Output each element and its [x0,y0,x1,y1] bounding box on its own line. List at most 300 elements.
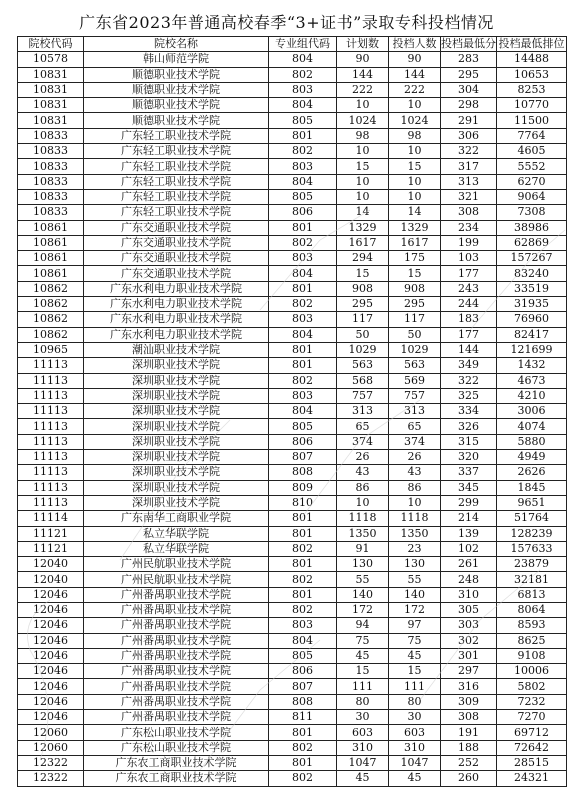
cell-group-code: 805 [269,419,337,434]
cell-admitted-count: 563 [389,358,441,373]
table-row [18,541,567,556]
cell-min-rank: 8625 [497,633,567,648]
cell-school-code: 10862 [18,312,84,327]
cell-admitted-count: 90 [389,52,441,67]
header-group-code: 专业组代码 [269,37,337,52]
cell-admitted-count: 1024 [389,113,441,128]
cell-group-code: 804 [269,327,337,342]
cell-admitted-count: 111 [389,679,441,694]
table-row [18,526,567,541]
cell-school-name: 深圳职业技术学院 [84,358,269,373]
cell-min-score: 295 [441,67,497,82]
cell-group-code: 801 [269,358,337,373]
cell-min-score: 303 [441,618,497,633]
cell-school-code: 12040 [18,557,84,572]
cell-school-name: 深圳职业技术学院 [84,388,269,403]
cell-group-code: 811 [269,710,337,725]
cell-min-rank: 23879 [497,557,567,572]
cell-min-rank: 6270 [497,174,567,189]
cell-min-rank: 5802 [497,679,567,694]
cell-group-code: 803 [269,312,337,327]
cell-min-rank: 4605 [497,144,567,159]
cell-min-score: 316 [441,679,497,694]
cell-min-score: 337 [441,465,497,480]
cell-min-score: 214 [441,511,497,526]
cell-admitted-count: 14 [389,205,441,220]
cell-admitted-count: 97 [389,618,441,633]
cell-min-rank: 7270 [497,710,567,725]
cell-school-code: 10862 [18,327,84,342]
cell-min-score: 308 [441,710,497,725]
cell-admitted-count: 1329 [389,220,441,235]
cell-min-rank: 8064 [497,602,567,617]
cell-school-code: 11113 [18,450,84,465]
cell-school-name: 广州番禺职业技术学院 [84,694,269,709]
cell-plan-count: 15 [337,266,389,281]
cell-min-score: 325 [441,388,497,403]
cell-school-name: 顺德职业技术学院 [84,67,269,82]
cell-plan-count: 568 [337,373,389,388]
cell-min-rank: 82417 [497,327,567,342]
table-row [18,235,567,250]
cell-group-code: 801 [269,511,337,526]
cell-school-name: 深圳职业技术学院 [84,450,269,465]
cell-school-code: 10965 [18,342,84,357]
cell-school-code: 11113 [18,419,84,434]
cell-school-code: 11113 [18,358,84,373]
cell-admitted-count: 1617 [389,235,441,250]
cell-plan-count: 222 [337,82,389,97]
cell-min-score: 183 [441,312,497,327]
cell-school-code: 12060 [18,725,84,740]
cell-admitted-count: 313 [389,404,441,419]
cell-group-code: 803 [269,388,337,403]
cell-admitted-count: 55 [389,572,441,587]
cell-school-name: 广州民航职业技术学院 [84,557,269,572]
table-row [18,694,567,709]
cell-school-code: 11113 [18,465,84,480]
cell-min-score: 191 [441,725,497,740]
cell-school-name: 广州番禺职业技术学院 [84,679,269,694]
cell-school-code: 12046 [18,710,84,725]
cell-group-code: 801 [269,342,337,357]
table-row [18,465,567,480]
cell-group-code: 804 [269,266,337,281]
cell-min-rank: 14488 [497,52,567,67]
cell-school-code: 10833 [18,189,84,204]
table-row [18,450,567,465]
cell-admitted-count: 86 [389,480,441,495]
cell-school-name: 广州番禺职业技术学院 [84,618,269,633]
table-row [18,511,567,526]
cell-min-rank: 51764 [497,511,567,526]
cell-group-code: 801 [269,526,337,541]
cell-school-name: 深圳职业技术学院 [84,404,269,419]
cell-school-name: 广东松山职业技术学院 [84,725,269,740]
cell-school-code: 11121 [18,526,84,541]
cell-school-name: 潮汕职业技术学院 [84,342,269,357]
cell-group-code: 806 [269,434,337,449]
cell-school-name: 顺德职业技术学院 [84,113,269,128]
cell-admitted-count: 140 [389,587,441,602]
cell-group-code: 807 [269,679,337,694]
cell-group-code: 804 [269,404,337,419]
cell-min-score: 139 [441,526,497,541]
cell-min-rank: 62869 [497,235,567,250]
table-row [18,388,567,403]
cell-min-score: 298 [441,98,497,113]
table-row [18,602,567,617]
cell-min-score: 188 [441,740,497,755]
cell-school-name: 顺德职业技术学院 [84,82,269,97]
table-header-row [18,37,567,52]
table-row [18,740,567,755]
cell-min-rank: 8253 [497,82,567,97]
cell-min-rank: 38986 [497,220,567,235]
cell-plan-count: 294 [337,251,389,266]
cell-plan-count: 1617 [337,235,389,250]
cell-school-name: 广东轻工职业技术学院 [84,205,269,220]
cell-group-code: 803 [269,159,337,174]
cell-plan-count: 1118 [337,511,389,526]
cell-school-name: 深圳职业技术学院 [84,495,269,510]
cell-admitted-count: 172 [389,602,441,617]
table-row [18,679,567,694]
cell-school-name: 广东轻工职业技术学院 [84,159,269,174]
cell-admitted-count: 15 [389,664,441,679]
cell-group-code: 804 [269,633,337,648]
cell-group-code: 802 [269,602,337,617]
cell-min-rank: 72642 [497,740,567,755]
cell-school-name: 广东交通职业技术学院 [84,251,269,266]
cell-plan-count: 45 [337,648,389,663]
cell-school-code: 10831 [18,98,84,113]
cell-school-name: 广东交通职业技术学院 [84,266,269,281]
cell-school-code: 10861 [18,220,84,235]
cell-min-rank: 9651 [497,495,567,510]
cell-school-code: 12322 [18,755,84,770]
cell-plan-count: 1350 [337,526,389,541]
cell-plan-count: 130 [337,557,389,572]
cell-min-score: 297 [441,664,497,679]
table-row [18,113,567,128]
cell-min-rank: 4074 [497,419,567,434]
cell-min-rank: 10653 [497,67,567,82]
cell-group-code: 801 [269,220,337,235]
cell-min-score: 299 [441,495,497,510]
cell-admitted-count: 175 [389,251,441,266]
cell-min-score: 261 [441,557,497,572]
cell-group-code: 801 [269,128,337,143]
cell-min-score: 283 [441,52,497,67]
cell-school-name: 广州番禺职业技术学院 [84,633,269,648]
cell-group-code: 802 [269,373,337,388]
cell-min-score: 144 [441,342,497,357]
cell-min-score: 308 [441,205,497,220]
cell-group-code: 806 [269,205,337,220]
cell-min-score: 334 [441,404,497,419]
cell-min-rank: 121699 [497,342,567,357]
cell-plan-count: 65 [337,419,389,434]
cell-school-name: 广州番禺职业技术学院 [84,587,269,602]
cell-school-name: 广东水利电力职业技术学院 [84,327,269,342]
cell-min-rank: 11500 [497,113,567,128]
cell-plan-count: 1329 [337,220,389,235]
cell-plan-count: 15 [337,159,389,174]
cell-group-code: 801 [269,587,337,602]
cell-school-name: 广州番禺职业技术学院 [84,664,269,679]
cell-group-code: 805 [269,113,337,128]
cell-school-code: 10831 [18,113,84,128]
cell-group-code: 802 [269,144,337,159]
cell-min-rank: 7232 [497,694,567,709]
cell-admitted-count: 603 [389,725,441,740]
cell-plan-count: 563 [337,358,389,373]
cell-admitted-count: 50 [389,327,441,342]
table-row [18,710,567,725]
cell-school-name: 广东轻工职业技术学院 [84,144,269,159]
table-row [18,251,567,266]
cell-plan-count: 10 [337,174,389,189]
cell-min-rank: 4673 [497,373,567,388]
cell-plan-count: 30 [337,710,389,725]
cell-group-code: 801 [269,725,337,740]
cell-school-code: 10862 [18,297,84,312]
cell-plan-count: 117 [337,312,389,327]
cell-admitted-count: 65 [389,419,441,434]
cell-min-rank: 5552 [497,159,567,174]
cell-school-name: 深圳职业技术学院 [84,480,269,495]
cell-school-code: 11121 [18,541,84,556]
cell-school-code: 12046 [18,633,84,648]
cell-school-code: 10831 [18,82,84,97]
cell-school-code: 11113 [18,388,84,403]
table-row [18,128,567,143]
table-row [18,725,567,740]
cell-min-score: 248 [441,572,497,587]
cell-min-score: 321 [441,189,497,204]
cell-plan-count: 144 [337,67,389,82]
table-row [18,189,567,204]
cell-min-score: 177 [441,327,497,342]
cell-group-code: 802 [269,771,337,786]
header-school-code: 院校代码 [18,37,84,52]
cell-min-rank: 31935 [497,297,567,312]
cell-min-score: 252 [441,755,497,770]
cell-group-code: 801 [269,755,337,770]
cell-min-score: 306 [441,128,497,143]
cell-school-code: 12046 [18,618,84,633]
cell-min-score: 260 [441,771,497,786]
cell-plan-count: 15 [337,664,389,679]
cell-min-score: 302 [441,633,497,648]
cell-min-score: 322 [441,144,497,159]
cell-school-name: 广州番禺职业技术学院 [84,602,269,617]
cell-plan-count: 603 [337,725,389,740]
cell-plan-count: 75 [337,633,389,648]
cell-admitted-count: 130 [389,557,441,572]
table-row [18,755,567,770]
cell-admitted-count: 15 [389,266,441,281]
table-row [18,342,567,357]
cell-school-name: 私立华联学院 [84,526,269,541]
cell-school-code: 11113 [18,404,84,419]
cell-school-code: 10861 [18,266,84,281]
cell-admitted-count: 310 [389,740,441,755]
cell-school-code: 10831 [18,67,84,82]
cell-plan-count: 10 [337,189,389,204]
cell-min-rank: 4949 [497,450,567,465]
cell-plan-count: 45 [337,771,389,786]
cell-school-code: 12046 [18,602,84,617]
cell-school-code: 11113 [18,373,84,388]
cell-admitted-count: 222 [389,82,441,97]
cell-plan-count: 111 [337,679,389,694]
cell-school-name: 广东轻工职业技术学院 [84,189,269,204]
table-row [18,327,567,342]
cell-group-code: 801 [269,281,337,296]
cell-min-score: 310 [441,587,497,602]
cell-plan-count: 1029 [337,342,389,357]
table-row [18,480,567,495]
cell-group-code: 802 [269,572,337,587]
cell-school-code: 12040 [18,572,84,587]
cell-school-code: 11114 [18,511,84,526]
cell-min-score: 313 [441,174,497,189]
cell-min-score: 305 [441,602,497,617]
table-row [18,373,567,388]
table-body [18,52,567,786]
cell-group-code: 802 [269,541,337,556]
cell-school-name: 深圳职业技术学院 [84,465,269,480]
header-admitted-count: 投档人数 [389,37,441,52]
cell-plan-count: 50 [337,327,389,342]
table-row [18,82,567,97]
table-row [18,572,567,587]
cell-school-code: 10833 [18,174,84,189]
cell-min-rank: 1432 [497,358,567,373]
table-row [18,98,567,113]
cell-min-score: 244 [441,297,497,312]
cell-min-rank: 10006 [497,664,567,679]
table-row [18,434,567,449]
cell-plan-count: 86 [337,480,389,495]
cell-school-name: 深圳职业技术学院 [84,419,269,434]
cell-min-rank: 83240 [497,266,567,281]
cell-school-code: 12046 [18,587,84,602]
header-min-score: 投档最低分 [441,37,496,51]
cell-school-code: 10833 [18,159,84,174]
cell-school-code: 10833 [18,205,84,220]
page-title: 广东省2023年普通高校春季“3+证书”录取专科投档情况 [79,13,494,32]
cell-min-rank: 6813 [497,587,567,602]
cell-school-name: 广州民航职业技术学院 [84,572,269,587]
cell-group-code: 808 [269,465,337,480]
table-row [18,419,567,434]
cell-admitted-count: 98 [389,128,441,143]
cell-plan-count: 10 [337,144,389,159]
cell-school-name: 广东轻工职业技术学院 [84,128,269,143]
cell-min-rank: 7764 [497,128,567,143]
cell-min-rank: 24321 [497,771,567,786]
cell-min-rank: 157633 [497,541,567,556]
cell-group-code: 807 [269,450,337,465]
cell-min-rank: 3006 [497,404,567,419]
table-row [18,67,567,82]
cell-school-name: 顺德职业技术学院 [84,98,269,113]
cell-school-code: 11113 [18,480,84,495]
cell-school-code: 10833 [18,128,84,143]
cell-plan-count: 374 [337,434,389,449]
cell-school-code: 10833 [18,144,84,159]
cell-school-code: 11113 [18,495,84,510]
cell-min-rank: 10770 [497,98,567,113]
table-row [18,664,567,679]
cell-group-code: 804 [269,98,337,113]
cell-admitted-count: 26 [389,450,441,465]
cell-min-score: 322 [441,373,497,388]
cell-admitted-count: 15 [389,159,441,174]
cell-admitted-count: 10 [389,144,441,159]
cell-min-rank: 2626 [497,465,567,480]
cell-min-score: 301 [441,648,497,663]
cell-admitted-count: 43 [389,465,441,480]
cell-admitted-count: 569 [389,373,441,388]
cell-plan-count: 908 [337,281,389,296]
cell-min-score: 234 [441,220,497,235]
cell-admitted-count: 10 [389,495,441,510]
cell-group-code: 802 [269,740,337,755]
table-row [18,618,567,633]
table-row [18,587,567,602]
cell-admitted-count: 75 [389,633,441,648]
cell-school-name: 广东交通职业技术学院 [84,220,269,235]
table-row [18,404,567,419]
header-school-name: 院校名称 [84,37,269,52]
cell-school-code: 10578 [18,52,84,67]
cell-min-score: 103 [441,251,497,266]
cell-plan-count: 26 [337,450,389,465]
table-row [18,358,567,373]
table-row [18,159,567,174]
cell-min-rank: 69712 [497,725,567,740]
cell-admitted-count: 45 [389,771,441,786]
cell-admitted-count: 1118 [389,511,441,526]
cell-admitted-count: 1350 [389,526,441,541]
cell-admitted-count: 10 [389,98,441,113]
cell-school-name: 广州番禺职业技术学院 [84,710,269,725]
cell-min-score: 243 [441,281,497,296]
cell-school-name: 广东水利电力职业技术学院 [84,297,269,312]
cell-plan-count: 140 [337,587,389,602]
cell-plan-count: 757 [337,388,389,403]
table-row [18,633,567,648]
table-row [18,297,567,312]
cell-plan-count: 10 [337,98,389,113]
cell-min-score: 317 [441,159,497,174]
cell-plan-count: 98 [337,128,389,143]
cell-plan-count: 1024 [337,113,389,128]
cell-school-name: 私立华联学院 [84,541,269,556]
cell-admitted-count: 1029 [389,342,441,357]
cell-school-code: 10862 [18,281,84,296]
cell-school-name: 广州番禺职业技术学院 [84,648,269,663]
cell-group-code: 803 [269,618,337,633]
table-row [18,557,567,572]
cell-group-code: 802 [269,67,337,82]
cell-admitted-count: 374 [389,434,441,449]
cell-group-code: 805 [269,189,337,204]
